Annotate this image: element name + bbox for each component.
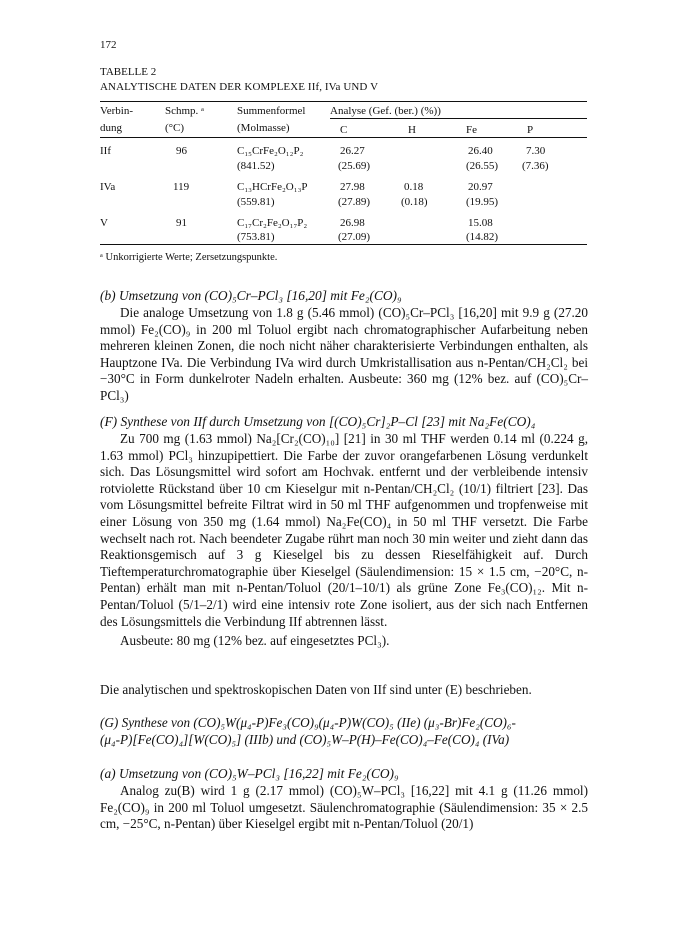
section-a-heading: (a) Umsetzung von (CO)₅W–PCl₃ [16,22] mit Fe₂(CO)₉ [100,766,399,781]
table-row-mass: (841.52) [237,160,275,172]
table-row-fe-found: 15.08 [468,217,493,229]
table-footnote: ᵃ Unkorrigierte Werte; Zersetzungspunkte. [100,252,278,263]
table-row-mass: (559.81) [237,196,275,208]
table-row-c-calc: (25.69) [338,160,371,172]
section-b-text: Die analoge Umsetzung von 1.8 g (5.46 mmol) (CO)₅Cr–PCl₃ [16,20] mit 9.9 g (27.20 mmol) Fe₂(CO)₉ in 200 ml Toluol ergibt nach chromatographischer Aufarbeitung neben mehreren kleinen Zonen, die noch nicht näher charakterisierte Verbindungen enthalten, als Hauptzone IVa. Die Verbindung IVa wird durch Umkristallisation aus n-Pentan/CH₂Cl₂ bei −30°C in Form dunkelroter Nadeln erhalten. Ausbeute: 360 mg (12% bez. auf (CO)₅Cr–PCl₃) [100,305,588,403]
table-row-h-calc: (0.18) [401,196,428,208]
table-row-fe-calc: (14.82) [466,231,499,243]
table-row-c-found: 27.98 [340,181,365,193]
table-subtitle: ANALYTISCHE DATEN DER KOMPLEXE IIf, IVa UND V [100,81,379,93]
table-row-mp: 91 [176,217,187,229]
table-row-c-found: 26.98 [340,217,365,229]
header-mp-1: Schmp. ᵃ [165,105,205,117]
table-row-p-found: 7.30 [526,145,546,157]
table-row-compound: IVa [100,181,116,193]
header-formula-1: Summenformel [237,105,306,117]
header-p: P [527,124,534,136]
analysis-rule [330,118,587,119]
table-title: TABELLE 2 [100,66,157,78]
section-g-heading-line1: (G) Synthese von (CO)₅W(μ₄-P)Fe₃(CO)₉(μ₄-P)W(CO)₅ (IIe) (μ₃-Br)Fe₂(CO)₆- [100,715,516,730]
section-f-heading: (F) Synthese von IIf durch Umsetzung von [(CO)₅Cr]₂P–Cl [23] mit Na₂Fe(CO)₄ [100,414,536,429]
table-row-mp: 119 [173,181,190,193]
table-row-fe-calc: (19.95) [466,196,499,208]
table-row-c-found: 26.27 [340,145,365,157]
table-row-formula: C₁₇Cr₂Fe₂O₁₇P₂ [237,217,308,229]
section-g-heading-line2: (μ₄-P)[Fe(CO)₄][W(CO)₅] (IIIb) und (CO)₅W–P(H)–Fe(CO)₄–Fe(CO)₄ (IVa) [100,732,510,747]
section-f-text: Zu 700 mg (1.63 mmol) Na₂[Cr₂(CO)₁₀] [21] in 30 ml THF werden 0.14 ml (0.224 g, 1.63 mmol) PCl₃ hinzupipettiert. Die Farbe der zuvor orangefarbenen Lösung verdunkelt sich. Das Lösungsmittel wird sofort am Hochvak. entfernt und der verbleibende intensiv rotviolette Rückstand über 10 cm Kieselgur mit n-Pentan/CH₂Cl₂ (10/1) filtriert [23]. Das vom Lösungsmittel befreite Filtrat wird in 50 ml THF aufgenommen und tropfenweise mit einer Lösung von 350 mg (1.64 mmol) Na₂Fe(CO)₄ in 50 ml THF versetzt. Die Farbe wechselt nach rot. Nach beendeter Zugabe rührt man noch 30 min weiter und zieht dann das Reaktionsgemisch auf 3 g Kieselgel bis zu dessen Rieselfähigkeit auf. Durch Tieftemperaturchromatographie über Kieselgel (Säulendimension: 15 × 1.5 cm, −20°C, n-Pentan) erhält man mit n-Pentan/Toluol (20/1–10/1) als grüne Zone Fe₃(CO)₁₂. Mit n-Pentan/Toluol (5/1–2/1) wird eine intensiv rote Zone isoliert, aus der sich nach Entfernen des Lösungsmittels die Verbindung IIf abtrennen lässt. [100,431,588,629]
header-mp-2: (°C) [165,122,185,134]
table-row-mp: 96 [176,145,187,157]
header-fe: Fe [466,124,477,136]
table-bottom-rule [100,244,587,245]
analytic-note: Die analytischen und spektroskopischen Daten von IIf sind unter (E) beschrieben. [100,682,532,697]
section-a-text: Analog zu(B) wird 1 g (2.17 mmol) (CO)₅W–PCl₃ [16,22] mit 4.1 g (11.26 mmol) Fe₂(CO)₉ in 200 ml Toluol umgesetzt. Säulenchromatographie (Säulendimension: 35 × 2.5 cm, −25°C, n-Pentan) über Kieselgel ergibt mit n-Pentan/Toluol (20/1) [100,783,588,832]
header-compound-1: Verbin- [100,105,133,117]
table-row-compound: IIf [100,145,111,157]
header-analysis: Analyse (Gef. (ber.) (%)) [330,105,441,117]
table-row-formula: C₁₅CrFe₂O₁₂P₂ [237,145,304,157]
header-c: C [340,124,348,136]
table-row-c-calc: (27.89) [338,196,371,208]
section-b-heading: (b) Umsetzung von (CO)₅Cr–PCl₃ [16,20] mit Fe₂(CO)₉ [100,288,402,303]
table-row-fe-found: 26.40 [468,145,493,157]
table-row-c-calc: (27.09) [338,231,371,243]
table-row-mass: (753.81) [237,231,275,243]
header-h: H [408,124,416,136]
table-row-formula: C₁₃HCrFe₂O₁₃P [237,181,308,193]
page-number: 172 [100,39,117,51]
table-row-compound: V [100,217,108,229]
header-formula-2: (Molmasse) [237,122,290,134]
table-row-p-calc: (7.36) [522,160,549,172]
table-row-fe-found: 20.97 [468,181,493,193]
section-f-yield: Ausbeute: 80 mg (12% bez. auf eingesetztes PCl₃). [120,633,390,648]
header-bottom-rule [100,137,587,138]
table-row-fe-calc: (26.55) [466,160,499,172]
table-row-h-found: 0.18 [404,181,424,193]
table-top-rule [100,101,587,102]
header-compound-2: dung [100,122,122,134]
